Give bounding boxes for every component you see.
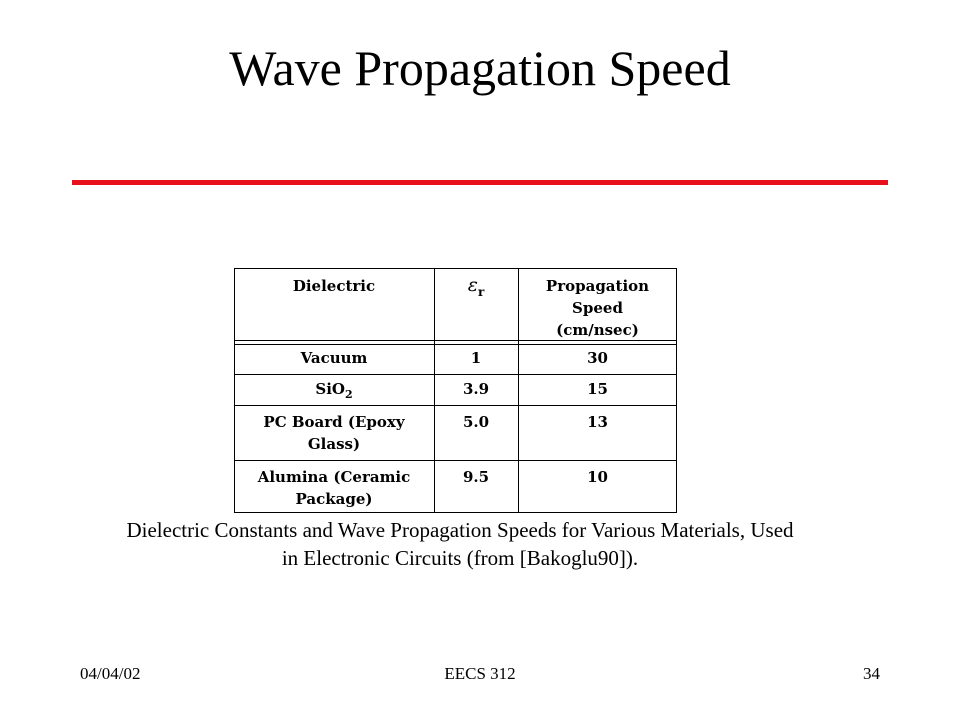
table-caption <box>60 516 860 572</box>
footer-date: 04/04/02 <box>80 664 141 683</box>
footer-course: EECS 312 <box>444 664 516 683</box>
cell-epsilon-pc-board: 5.0 <box>462 413 490 431</box>
cell-epsilon-sio2: 3.9 <box>462 380 490 398</box>
header-dielectric: Dielectric <box>292 277 376 295</box>
cell-dielectric-vacuum: Vacuum <box>300 349 368 367</box>
cell-dielectric-pc-board: PC Board (Epoxy Glass) <box>263 413 405 453</box>
table-row-divider <box>234 460 677 461</box>
cell-epsilon-vacuum: 1 <box>470 349 482 367</box>
cell-dielectric-alumina: Alumina (Ceramic Package) <box>257 468 411 508</box>
cell-dielectric-sio2: SiO$_2$ <box>315 380 353 401</box>
footer-page-number: 34 <box>863 664 880 683</box>
table-row-divider <box>234 374 677 375</box>
cell-epsilon-alumina: 9.5 <box>462 468 490 486</box>
header-epsilon-r: $\varepsilon_r$ <box>467 274 485 299</box>
table-header-divider-b <box>234 344 677 345</box>
title-underline <box>72 180 888 185</box>
cell-speed-pc-board: 13 <box>587 413 608 431</box>
caption-line-1: Dielectric Constants and Wave Propagation Speeds for Various Materials, Used <box>126 518 794 542</box>
cell-speed-vacuum: 30 <box>587 349 608 367</box>
caption-line-2: in Electronic Circuits (from [Bakoglu90]). <box>281 546 639 570</box>
cell-speed-alumina: 10 <box>587 468 608 486</box>
header-propagation-speed: Propagation Speed (cm/nsec) <box>545 277 650 339</box>
slide-title: Wave Propagation Speed <box>229 40 731 96</box>
cell-speed-sio2: 15 <box>587 380 608 398</box>
